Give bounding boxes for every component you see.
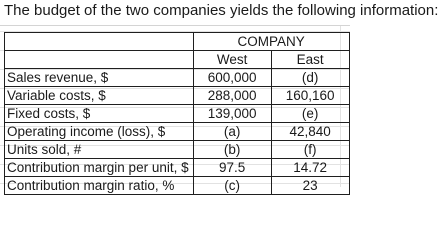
west-value[interactable]: 288,000: [193, 87, 271, 105]
table-row: [5, 69, 350, 87]
table-header-row-columns: [5, 51, 350, 69]
table-row: [5, 123, 350, 141]
row-label[interactable]: Contribution margin per unit, $: [5, 159, 194, 177]
west-value[interactable]: 139,000: [193, 105, 271, 123]
table-row: [5, 177, 350, 195]
east-value[interactable]: 23: [271, 177, 349, 195]
east-value[interactable]: (f): [271, 141, 349, 159]
east-value[interactable]: (e): [271, 105, 349, 123]
east-value[interactable]: (d): [271, 69, 349, 87]
page-title: The budget of the two companies yields the following information:: [0, 0, 350, 26]
company-header[interactable]: COMPANY: [193, 33, 349, 51]
table-row: [5, 141, 350, 159]
west-value[interactable]: (a): [193, 123, 271, 141]
table-row: [5, 159, 350, 177]
row-label[interactable]: Contribution margin ratio, %: [5, 177, 194, 195]
row-label[interactable]: Units sold, #: [5, 141, 194, 159]
row-label[interactable]: Sales revenue, $: [5, 69, 194, 87]
east-value[interactable]: 14.72: [271, 159, 349, 177]
column-header-east[interactable]: East: [271, 51, 349, 69]
table-row: [5, 87, 350, 105]
table-cell-blank[interactable]: [5, 33, 194, 51]
budget-table: [4, 32, 350, 195]
west-value[interactable]: 97.5: [193, 159, 271, 177]
table-cell-blank[interactable]: [5, 51, 194, 69]
west-value[interactable]: (c): [193, 177, 271, 195]
column-header-west[interactable]: West: [193, 51, 271, 69]
east-value[interactable]: 42,840: [271, 123, 349, 141]
row-label[interactable]: Operating income (loss), $: [5, 123, 194, 141]
west-value[interactable]: (b): [193, 141, 271, 159]
table-row: [5, 105, 350, 123]
table-header-row-group: [5, 33, 350, 51]
east-value[interactable]: 160,160: [271, 87, 349, 105]
row-label[interactable]: Fixed costs, $: [5, 105, 194, 123]
row-label[interactable]: Variable costs, $: [5, 87, 194, 105]
west-value[interactable]: 600,000: [193, 69, 271, 87]
